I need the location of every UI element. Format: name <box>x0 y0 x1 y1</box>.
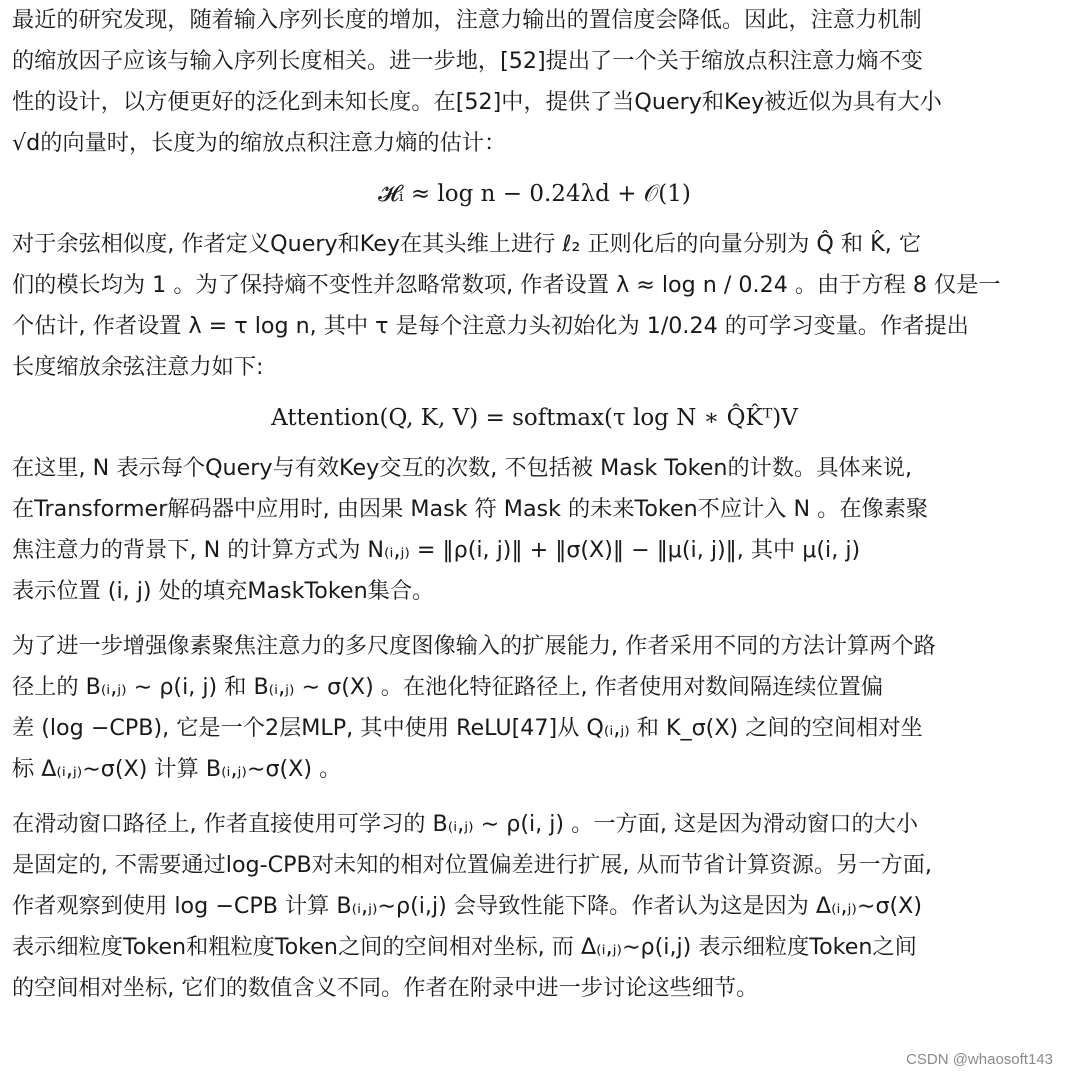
paragraph-spacer <box>12 612 1057 626</box>
text-line: 性的设计，以方便更好的泛化到未知长度。在[52]中，提供了当Query和Key被近似为具有大小 <box>12 89 942 115</box>
text-line: 径上的 B₍ᵢ,ⱼ₎ ∼ ρ(i, j) 和 B₍ᵢ,ⱼ₎ ∼ σ(X) 。在池化特征路径上, 作者使用对数间隔连续位置偏 <box>12 674 884 700</box>
paragraph-spacer <box>12 790 1057 804</box>
text-line: 为了进一步增强像素聚焦注意力的多尺度图像输入的扩展能力, 作者采用不同的方法计算两个路 <box>12 633 936 659</box>
text-line: 对于余弦相似度, 作者定义Query和Key在其头维上进行 ℓ₂ 正则化后的向量分别为 Q̂ 和 K̂, 它 <box>12 231 922 257</box>
text-line: 在滑动窗口路径上, 作者直接使用可学习的 B₍ᵢ,ⱼ₎ ∼ ρ(i, j) 。一方面, 这是因为滑动窗口的大小 <box>12 811 919 837</box>
text-line: 表示细粒度Token和粗粒度Token之间的空间相对坐标, 而 Δ₍ᵢ,ⱼ₎∼ρ(i,j) 表示细粒度Token之间 <box>12 934 917 960</box>
article-body <box>12 0 1057 1009</box>
csdn-watermark: CSDN @whaosoft143 <box>906 1051 1053 1068</box>
text-line: √d的向量时，长度为的缩放点积注意力熵的估计： <box>12 130 507 156</box>
text-line: 是固定的, 不需要通过log-CPB对未知的相对位置偏差进行扩展, 从而节省计算资源。另一方面, <box>12 852 932 878</box>
text-line: 焦注意力的背景下, N 的计算方式为 N₍ᵢ,ⱼ₎ = ‖ρ(i, j)‖ + ‖σ(X)‖ − ‖μ(i, j)‖, 其中 μ(i, j) <box>12 537 861 563</box>
text-line: 的缩放因子应该与输入序列长度相关。进一步地，[52]提出了一个关于缩放点积注意力熵不变 <box>12 48 923 74</box>
paragraph-2 <box>12 224 1057 388</box>
text-line: 作者观察到使用 log −CPB 计算 B₍ᵢ,ⱼ₎∼ρ(i,j) 会导致性能下降。作者认为这是因为 Δ₍ᵢ,ⱼ₎∼σ(X) <box>12 893 923 919</box>
attention-equation: Attention(Q, K, V) = softmax(τ log N ∗ Q̂K̂ᵀ)V <box>271 405 798 431</box>
text-line: 们的模长均为 1 。为了保持熵不变性并忽略常数项, 作者设置 λ ≈ log n / 0.24 。由于方程 8 仅是一 <box>12 272 1001 298</box>
text-line: 差 (log −CPB), 它是一个2层MLP, 其中使用 ReLU[47]从 Q₍ᵢ,ⱼ₎ 和 K_σ(X) 之间的空间相对坐 <box>12 715 923 741</box>
paragraph-5 <box>12 804 1057 1009</box>
text-line: 在Transformer解码器中应用时, 由因果 Mask 符 Mask 的未来Token不应计入 N 。在像素聚 <box>12 496 929 522</box>
text-line: 标 Δ₍ᵢ,ⱼ₎∼σ(X) 计算 B₍ᵢ,ⱼ₎∼σ(X) 。 <box>12 756 342 782</box>
text-line: 的空间相对坐标, 它们的数值含义不同。作者在附录中进一步讨论这些细节。 <box>12 975 759 1001</box>
text-line: 最近的研究发现，随着输入序列长度的增加，注意力输出的置信度会降低。因此，注意力机制 <box>12 7 922 33</box>
text-line: 个估计, 作者设置 λ = τ log n, 其中 τ 是每个注意力头初始化为 1/0.24 的可学习变量。作者提出 <box>12 313 969 339</box>
paragraph-1 <box>12 0 1057 164</box>
text-line: 在这里, N 表示每个Query与有效Key交互的次数, 不包括被 Mask Token的计数。具体来说, <box>12 455 913 481</box>
paragraph-4 <box>12 626 1057 790</box>
text-line: 长度缩放余弦注意力如下: <box>12 354 264 380</box>
entropy-equation: 𝓗ᵢ ≈ log n − 0.24λd + 𝒪(1) <box>378 181 691 207</box>
paragraph-3 <box>12 448 1057 612</box>
text-line: 表示位置 (i, j) 处的填充MaskToken集合。 <box>12 578 435 604</box>
